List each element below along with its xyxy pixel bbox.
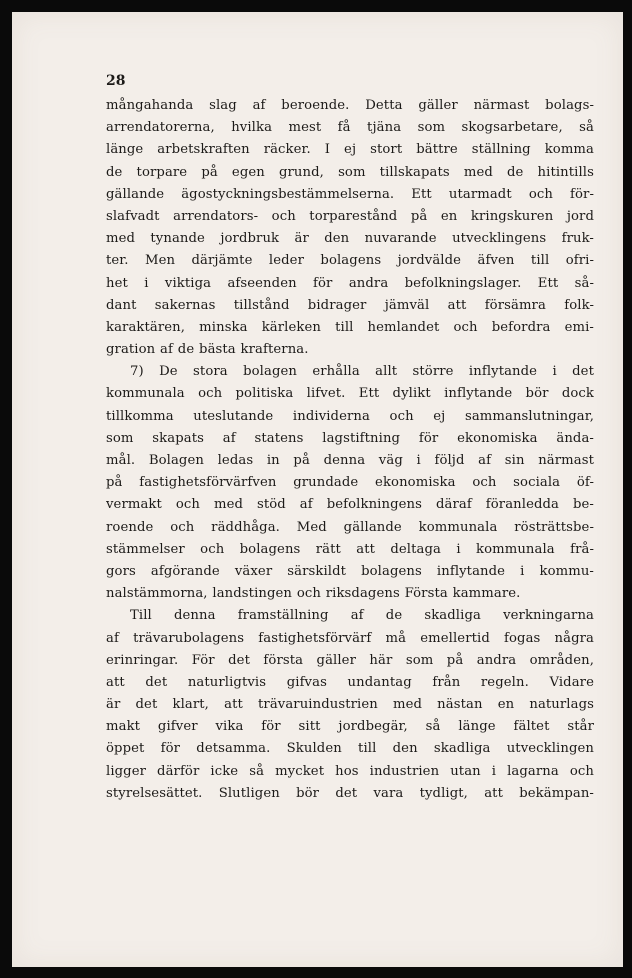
text-line: 7) De stora bolagen erhålla allt större inflytande i det (130, 364, 594, 380)
text-line: ligger därför icke så mycket hos industrien utan i lagarna och (106, 763, 594, 779)
text-line: vermakt och med stöd af befolkningens däraf föranledda be- (106, 497, 594, 513)
text-line: med tynande jordbruk är den nuvarande utvecklingens fruk- (106, 231, 594, 247)
text-line: på fastighetsförvärfven grundade ekonomiska och sociala öf- (106, 475, 594, 491)
text-line: gration af de bästa krafterna. (106, 342, 309, 358)
text-line: nalstämmorna, landstingen och riksdagens Första kammare. (106, 586, 521, 602)
text-line: mångahanda slag af beroende. Detta gäller närmast bolags- (106, 98, 594, 113)
body-text (106, 95, 594, 805)
page-number: 28 (106, 73, 126, 89)
text-line: dant sakernas tillstånd bidrager jämväl att försämra folk- (106, 297, 594, 313)
text-line: slafvadt arrendators- och torparestånd på en kringskuren jord (106, 208, 594, 224)
text-line: mål. Bolagen ledas in på denna väg i följd af sin närmast (106, 453, 594, 468)
text-line: af trävarubolagens fastighetsförvärf må emellertid fogas några (106, 630, 594, 646)
text-line: tillkomma uteslutande individerna och ej sammanslutningar, (106, 408, 594, 424)
text-line: Till denna framställning af de skadliga verkningarna (130, 608, 594, 624)
text-line: som skapats af statens lagstiftning för ekonomiska ända- (106, 430, 594, 446)
text-line: erinringar. För det första gäller här som på andra områden, (106, 652, 594, 668)
text-line: gors afgörande växer särskildt bolagens inflytande i kommu- (106, 563, 594, 579)
text-line: roende och räddhåga. Med gällande kommunala rösträttsbe- (106, 519, 594, 535)
scanned-page (12, 12, 623, 967)
text-line: länge arbetskraften räcker. I ej stort bättre ställning komma (106, 142, 594, 158)
text-line: het i viktiga afseenden för andra befolkningslager. Ett så- (106, 275, 594, 291)
text-line: att det naturligtvis gifvas undantag från regeln. Vidare (106, 674, 594, 690)
text-line: makt gifver vika för sitt jordbegär, så länge fältet står (106, 719, 594, 735)
text-line: arrendatorerna, hvilka mest få tjäna som skogsarbetare, så (106, 120, 594, 136)
text-line: de torpare på egen grund, som tillskapats med de hitintills (106, 164, 594, 180)
text-line: är det klart, att trävaruindustrien med nästan en naturlags (106, 697, 594, 713)
text-line: gällande ägostyckningsbestämmelserna. Ett utarmadt och för- (106, 186, 594, 202)
text-line: öppet för detsamma. Skulden till den skadliga utvecklingen (106, 741, 594, 757)
text-line: karaktären, minska kärleken till hemlandet och befordra emi- (106, 319, 594, 335)
text-line: kommunala och politiska lifvet. Ett dylikt inflytande bör dock (106, 386, 594, 402)
text-line: stämmelser och bolagens rätt att deltaga i kommunala frå- (106, 541, 594, 557)
text-line: styrelsesättet. Slutligen bör det vara tydligt, att bekämpan- (106, 785, 594, 801)
page-content (106, 71, 594, 805)
text-line: ter. Men därjämte leder bolagens jordvälde äfven till ofri- (106, 253, 594, 269)
